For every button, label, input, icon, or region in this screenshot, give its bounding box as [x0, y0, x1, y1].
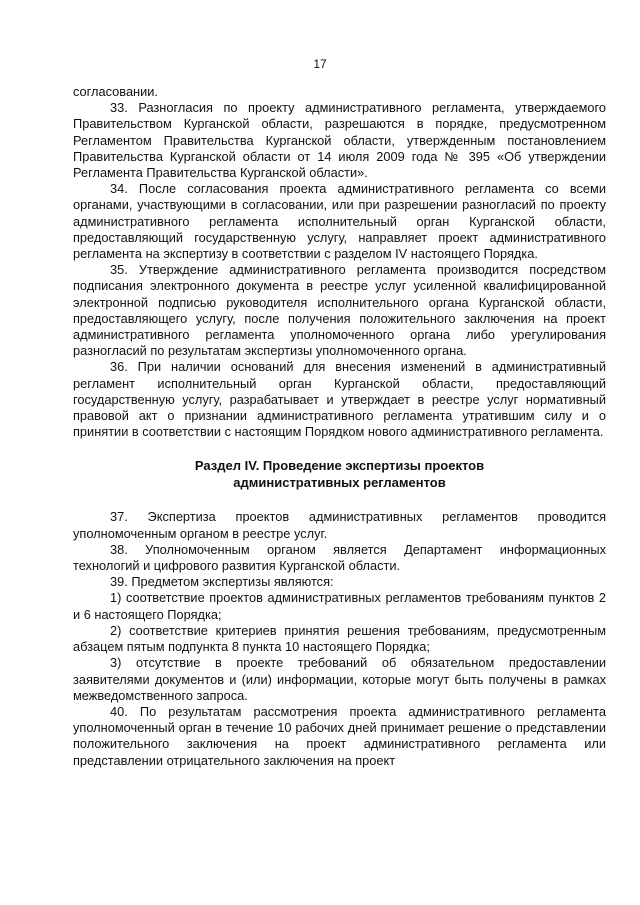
- paragraph-33: 33. Разногласия по проекту административного регламента, утверждаемого Правительством Курганской области, разрешаются в порядке, предусмотренном Регламентом Правительства Курганской области, утвержденным постановлением Правительства Курганской области от 14 июля 2009 года № 395 «Об утверждении Регламента Правительства Курганской области».: [73, 100, 606, 181]
- page-number: 17: [313, 57, 327, 71]
- section-heading-line-2: административных регламентов: [233, 474, 446, 490]
- section-heading-line-1: Раздел IV. Проведение экспертизы проектов: [194, 458, 485, 474]
- section-heading: [73, 458, 606, 491]
- paragraph-39: 39. Предметом экспертизы являются:: [110, 574, 334, 590]
- list-item-1: 1) соответствие проектов административных регламентов требованиям пунктов 2 и 6 настоящего Порядка;: [73, 590, 606, 622]
- paragraph-37: 37. Экспертиза проектов административных регламентов проводится уполномоченным органом в реестре услуг.: [73, 509, 606, 541]
- list-item-2: 2) соответствие критериев принятия решения требованиям, предусмотренным абзацем пятым подпункта 8 пункта 10 настоящего Порядка;: [73, 622, 606, 655]
- list-item-3: 3) отсутствие в проекте требований об обязательном предоставлении заявителями документов и (или) информации, которые могут быть получены в рамках межведомственного запроса.: [73, 655, 606, 703]
- paragraph-40: 40. По результатам рассмотрения проекта административного регламента уполномоченный орган в течение 10 рабочих дней принимает решение о представлении положительного заключения на проект административного регламента или представлении отрицательного заключения на проект: [73, 703, 606, 768]
- document-body: [73, 84, 606, 769]
- paragraph-38: 38. Уполномоченным органом является Департамент информационных технологий и цифрового развития Курганской области.: [73, 541, 606, 574]
- paragraph-continuation: согласовании.: [73, 84, 158, 99]
- paragraph-35: 35. Утверждение административного регламента производится посредством подписания электронного документа в реестре услуг усиленной квалифицированной электронной подписью руководителя исполнительного органа Курганской области, предоставляющего услугу, после получения положительного заключения на проект административного регламента уполномоченного органа либо урегулирования разногласий по результатам экспертизы уполномоченного органа.: [73, 262, 606, 359]
- paragraph-36: 36. При наличии оснований для внесения изменений в административный регламент исполнительный орган Курганской области, предоставляющий государственную услугу, разрабатывает и утверждает в реестре услуг нормативный правовой акт о признании административного регламента утратившим силу и о принятии в соответствии с настоящим Порядком нового административного регламента.: [73, 359, 606, 440]
- paragraph-34: 34. После согласования проекта административного регламента со всеми органами, участвующими в согласовании, или при разрешении разногласий по проекту административного регламента исполнительный орган Курганской области, предоставляющий государственную услугу, направляет проект административного регламента на экспертизу в соответствии с разделом IV настоящего Порядка.: [73, 181, 606, 262]
